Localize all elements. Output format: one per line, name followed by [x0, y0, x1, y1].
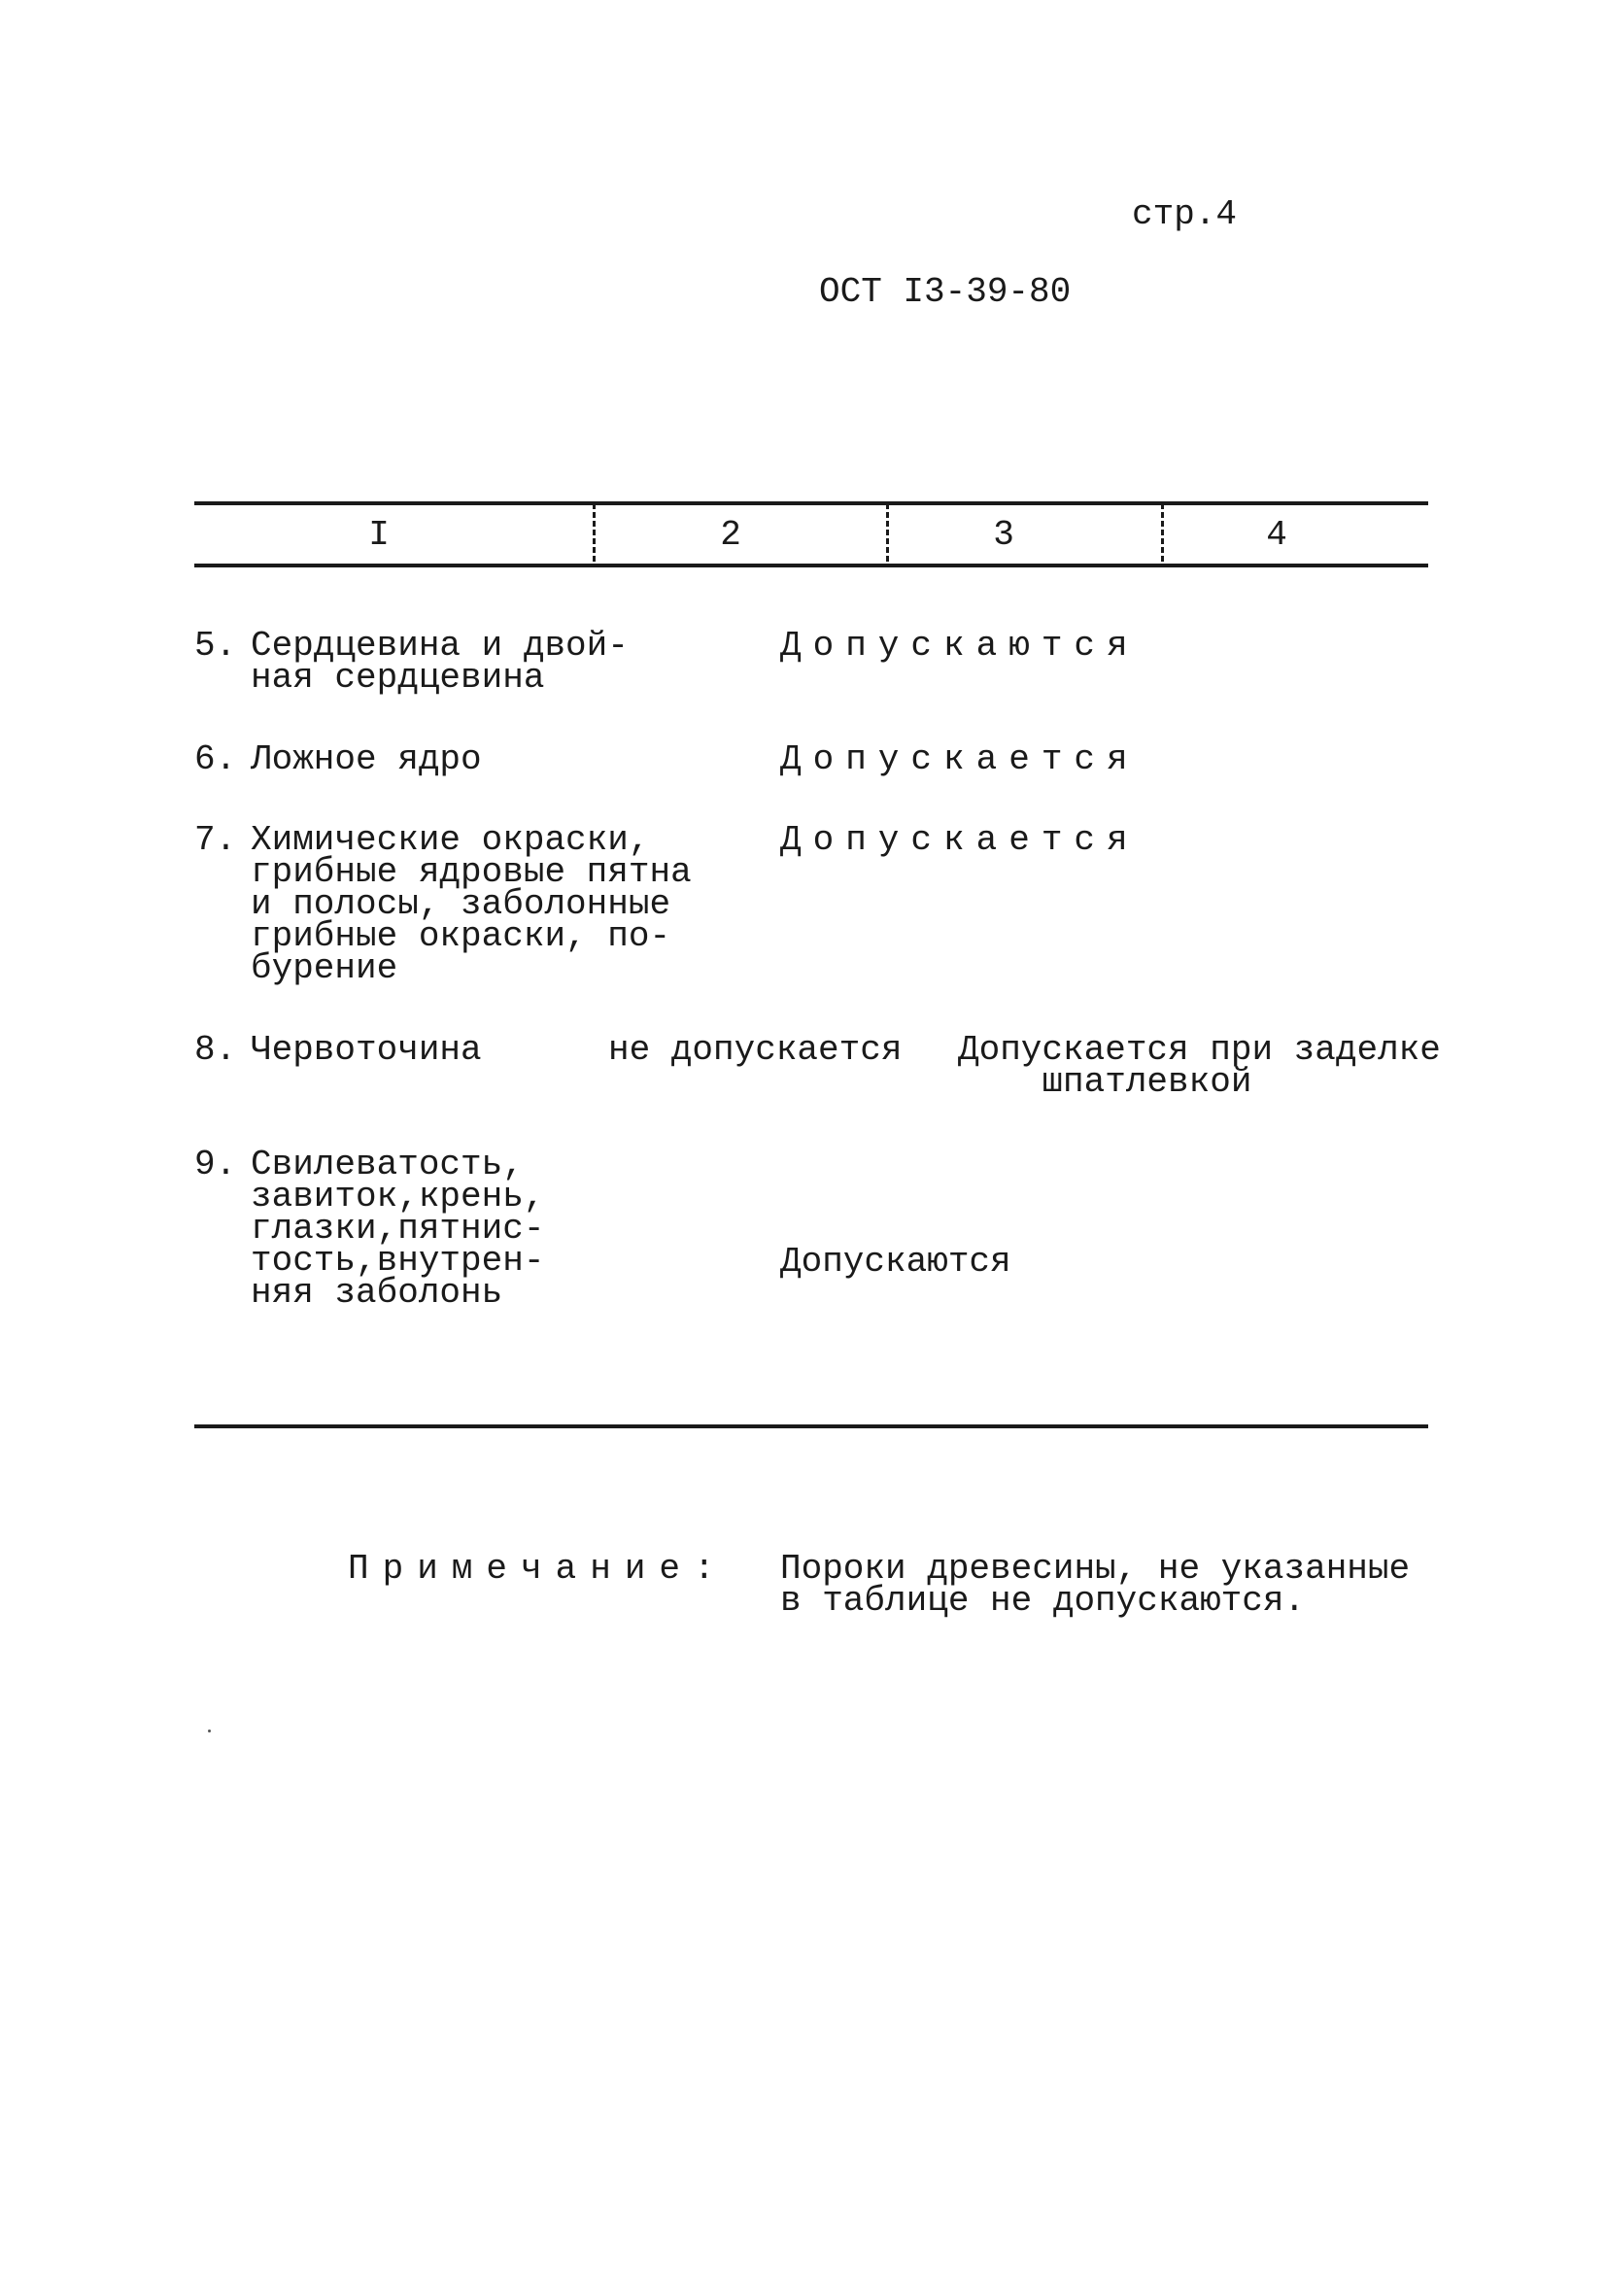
defect-name: Червоточина — [251, 1030, 482, 1070]
column-header-3: 3 — [993, 515, 1014, 555]
row-number: 5. — [194, 626, 237, 666]
row-number: 9. — [194, 1145, 237, 1184]
column-header-4: 4 — [1266, 515, 1287, 555]
row-number: 8. — [194, 1030, 237, 1070]
row-value: Допускается — [780, 820, 1140, 860]
row-value: Допускаются — [780, 626, 1140, 666]
row-value-col2: не допускается — [608, 1030, 903, 1070]
table-top-rule — [194, 501, 1428, 505]
note-label: Примечание: — [348, 1549, 729, 1589]
defect-name: Химические окраски, грибные ядровые пятна и полосы, заболонные грибные окраски, по- бурение — [251, 820, 692, 988]
table-bottom-rule — [194, 1424, 1428, 1428]
column-separator — [886, 503, 892, 562]
column-header-2: 2 — [720, 515, 741, 555]
column-separator — [1161, 503, 1167, 562]
document-code: ОСТ I3-39-80 — [819, 272, 1072, 312]
defect-name: Ложное ядро — [251, 739, 482, 779]
row-value: Допускается — [780, 739, 1140, 779]
scan-speck — [208, 1730, 211, 1732]
row-number: 7. — [194, 820, 237, 860]
column-header-1: I — [368, 515, 390, 555]
row-value-col3: Допускается при заделке шпатлевкой — [958, 1030, 1441, 1102]
column-separator — [593, 503, 598, 562]
table-header-rule — [194, 564, 1428, 567]
row-value: Допускаются — [780, 1242, 1011, 1282]
page-number: стр.4 — [1132, 194, 1238, 234]
row-number: 6. — [194, 739, 237, 779]
defect-name: Свилеватость, завиток,крень, глазки,пятнис- тость,внутрен- няя заболонь — [251, 1145, 545, 1313]
note-text: Пороки древесины, не указанные в таблице не допускаются. — [780, 1549, 1411, 1621]
defect-name: Сердцевина и двой- ная сердцевина — [251, 626, 629, 698]
